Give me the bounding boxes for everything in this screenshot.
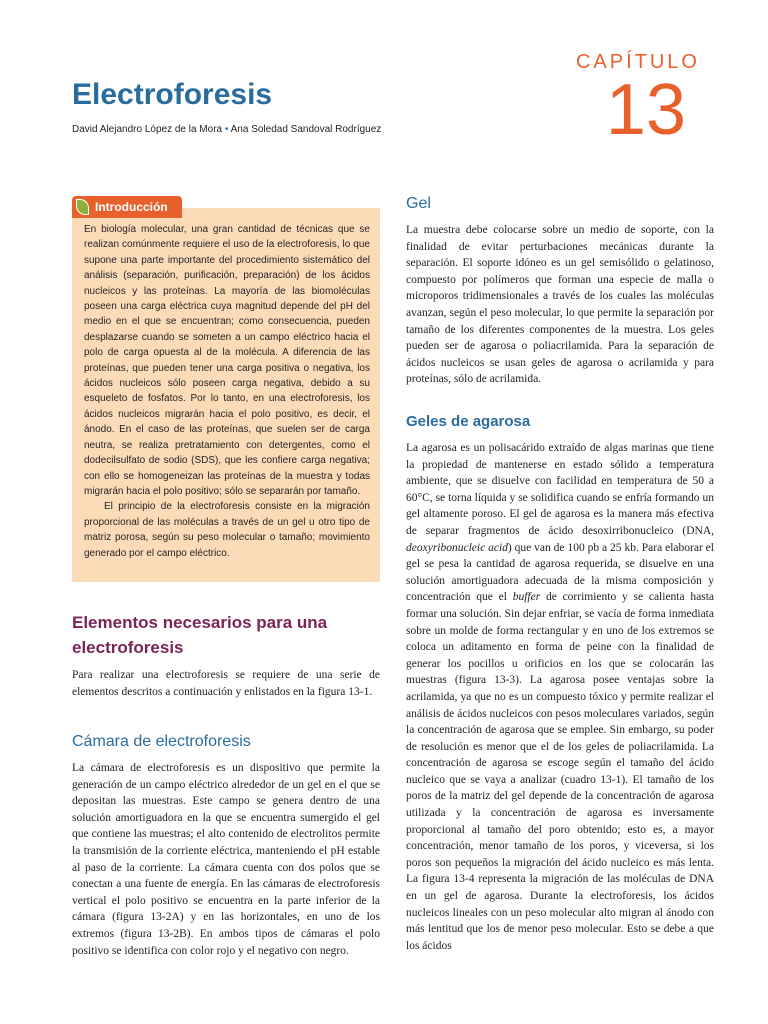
author-2: Ana Soledad Sandoval Rodríguez xyxy=(230,124,382,135)
subheading-gel: Gel xyxy=(406,195,431,212)
intro-box xyxy=(72,208,380,582)
intro-tab-label: Introducción xyxy=(95,200,168,214)
intro-tab xyxy=(72,196,182,218)
intro-paragraph-2: El principio de la electroforesis consiste en la migración proporcional de las moléculas a través de un gel u otro tipo de matriz porosa, según su peso molecular o tamaño; movimiento generado por el campo eléctrico. xyxy=(84,501,370,559)
subheading-camara: Cámara de electroforesis xyxy=(72,733,251,750)
author-1: David Alejandro López de la Mora xyxy=(72,124,223,135)
elementos-text: Para realizar una electroforesis se requiere de una serie de elementos descritos a continuación y enlistados en la figura 13-1. xyxy=(72,669,380,698)
author-separator: • xyxy=(224,124,229,135)
leaf-icon xyxy=(76,199,89,215)
camara-text: La cámara de electroforesis es un dispositivo que permite la generación de un campo eléctrico alrededor de un gel en el que se depositan las muestras. Este campo se genera dentro de una solución amortiguadora en la que se encuentra sumergido el gel que contiene las muestras; el alto contenido de electrolitos permite la transmisión de la corriente eléctrica, manteniendo el pH estable al paso de la corriente. La cámara cuenta con dos polos que se conectan a una fuente de energía. En las cámaras de electroforesis vertical el polo positivo se encuentra en la parte inferior de la cámara (figura 13-2A) y en las horizontales, en uno de los extremos (figura 13-2B). En ambos tipos de cámaras el polo positivo se identifica con color rojo y el negativo con negro. xyxy=(72,762,380,957)
agarosa-text-b: ) que van de 100 pb a 25 kb. Para elaborar el gel se pesa la cantidad de agarosa requerida, se disuelve en una solución amortiguadora adecuada de la misma composición y concentración que el xyxy=(406,541,714,604)
agarosa-text-a: La agarosa es un polisacárido extraído de algas marinas que tiene la propiedad de mantenerse en estado sólido a temperatura ambiente, que se disuelve con facilidad en temperatura de 50 a 60°C, se torna líquida y se solidifica cuando se enfría formando un gel altamente poroso. El gel de agarosa es la manera más efectiva de separar fragmentos de ácido desoxirribonucleico (DNA, xyxy=(406,442,714,537)
agarosa-text-italic-2: buffer xyxy=(512,591,541,604)
chapter-label: CAPÍTULO xyxy=(575,51,700,73)
authors-line xyxy=(72,124,381,135)
subheading-agarosa: Geles de agarosa xyxy=(406,413,531,430)
intro-paragraph-1: En biología molecular, una gran cantidad de técnicas que se realizan comúnmente requiere el uso de la electroforesis, lo que supone una parte importante del procedimiento sistemático del análisis (separación, purificación, preparación) de los ácidos nucleicos y las proteínas. La mayoría de las biomoléculas poseen una carga eléctrica cuya magnitud depende del pH del medio en el que se encuentran; como consecuencia, pueden desplazarse cuando se someten a un campo eléctrico hacia el polo de carga opuesta al de la molécula. A diferencia de las proteínas, que pueden tener una carga positiva o negativa, los ácidos nucleicos sólo poseen carga negativa, debido a su esqueleto de fosfatos. Por lo tanto, en una electroforesis, los ácidos nucleicos migrarán hacia el polo positivo, es decir, el ánodo. En el caso de las proteínas, que suelen ser de carga neutra, se realiza pretratamiento con detergentes, como el dodecilsulfato de sodio (SDS), que les confiere carga negativa; con ello se homogeneizan las proteínas de la muestra y todas migrarán hacia el polo positivo; sólo se separarán por tamaño. xyxy=(84,224,370,497)
chapter-number: 13 xyxy=(605,70,686,150)
agarosa-text xyxy=(406,440,714,954)
section-heading-elementos: Elementos necesarios para una electroforesis xyxy=(72,613,328,657)
agarosa-text-c: de corrimiento y se calienta hasta formar una solución. Sin dejar enfriar, se vacía de forma inmediata sobre un molde de forma rectangular y en uno de los extremos se coloca un aditamento en forma de peine con la finalidad de generar los pocillos u orificios en los que se colocarán las muestras (figura 13-3). La agarosa posee ventajas sobre la acrilamida, ya que no es un compuesto tóxico y permite realizar el análisis de ácidos nucleicos con pesos moleculares variados, según la concentración de agarosa que se emplee. Sin embargo, su poder de resolución es menor que el de los geles de poliacrilamida. La concentración de agarosa se escoge según el tamaño del ácido nucleico que se vaya a analizar (cuadro 13-1). El tamaño de los poros de la matriz del gel depende de la concentración de agarosa utilizada y la concentración de agarosa es inversamente proporcional al tamaño del poro obtenido; esto es, a mayor concentración, menor tamaño de los poros, y viceversa, si los poros son pequeños la migración del ácido nucleico es más lenta. La figura 13-4 representa la migración de las moléculas de DNA en un gel de agarosa. Durante la electroforesis, los ácidos nucleicos lineales con un peso molecular alto migran al ánodo con más lentitud que los de menor peso molecular. Esto se debe a que los ácidos xyxy=(406,591,714,952)
gel-text: La muestra debe colocarse sobre un medio de soporte, con la finalidad de evitar perturbaciones mecánicas durante la separación. El soporte idóneo es un gel semisólido o gelatinoso, compuesto por polímeros que forman una especie de malla o microporos tridimensionales a través de los cuales las moléculas avanzan, según el peso molecular, lo que permite la separación por tamaño de los diferentes componentes de la muestra. Los geles pueden ser de agarosa o poliacrilamida. Para la separación de ácidos nucleicos se usan geles de agarosa o acrilamida y para proteínas, sólo de acrilamida. xyxy=(406,224,714,386)
page-title: Electroforesis xyxy=(72,78,273,111)
agarosa-text-italic-1: deoxyribonucleic acid xyxy=(406,541,508,554)
